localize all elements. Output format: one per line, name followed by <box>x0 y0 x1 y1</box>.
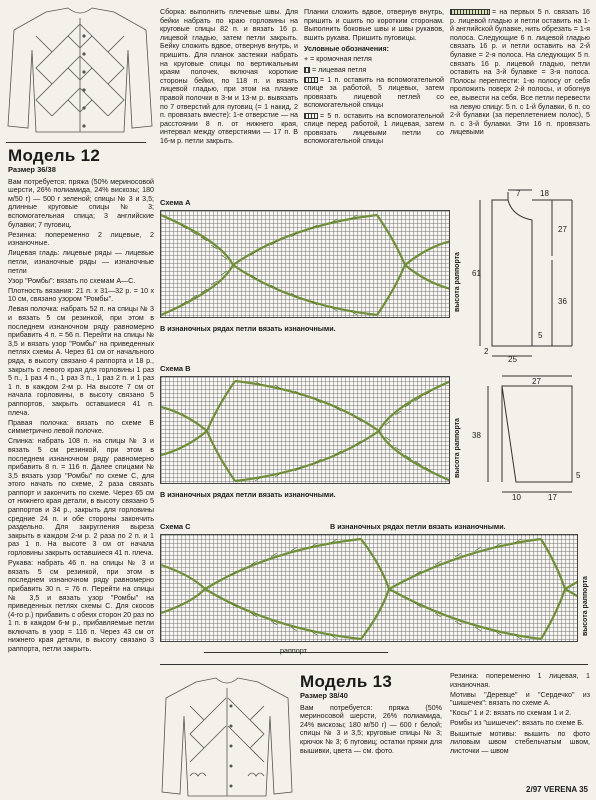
schema-a-grid <box>160 210 450 318</box>
legend-strip-column <box>450 8 590 138</box>
legend-strips: = на первых 5 п. связать 16 р. лицевой гладью и петли оставить на 1-й английской булавке, нить обрезать = 1-я полоса. Следующие 6 п. лицевой гладью связать 16 р. и петли оставить на 2-й булавке = 2-я полоса. На следующих 5 п. связать 16 р. лицевой гладью, петли оставить на 3-й булавке = 3-я полоса. Полосы переплести: 1-ю полосу от себя проложить поверх 2-й полосы, и обогнув ее, вывести на себя. Все петли перевести на левую спицу: 5 п. с 1-й булавки, 6 п. со 2-й булавки (за переплетением полос), 5 п. с 3-й булавки. Эти 16 п. провязать лицевыми <box>450 8 590 137</box>
schema-a-label: Схема А <box>160 198 191 207</box>
schema-b-grid <box>160 376 450 484</box>
assembly-cont-column <box>304 8 444 147</box>
schema-a-repeat-height: высота раппорта <box>454 252 461 312</box>
schema-c-note: В изнаночных рядах петли вязать изнаночными. <box>330 522 506 531</box>
model-13-column <box>300 672 442 757</box>
sleeve-diagram <box>472 372 590 502</box>
sleeve-w1: 27 <box>532 377 541 386</box>
model-12-title: Модель 12 <box>8 146 101 165</box>
schema-a-pattern <box>161 211 450 318</box>
rule-top <box>6 142 146 143</box>
sleeve-w2: 10 <box>512 493 521 502</box>
assembly-cont-text: Планки сложить вдвое, отвернув внутрь, пришить и сшить по коротким сторонам. Выполнить боковые швы и швы рукавов, вшить рукава. Пришить пуговицы. <box>304 8 444 42</box>
model-13-motifs2: "Косы" 1 и 2: вязать по схемам 1 и 2. <box>450 709 572 718</box>
legend-edge: + = кромочная петля <box>304 55 372 64</box>
density-text: Плотность вязания: 21 п. х 31—32 р. = 10 х 10 см, связано узором "Ромбы". <box>8 286 154 304</box>
model-13-motifs3: Ромбы из "шишечек": вязать по схеме Б. <box>450 719 584 728</box>
sleeve-h1: 38 <box>472 431 481 440</box>
model-12-size: Размер 36/38 <box>8 165 56 174</box>
assembly-column <box>160 8 298 147</box>
schema-b-label: Схема В <box>160 364 191 373</box>
front-w4: 25 <box>508 355 517 362</box>
front-w3: 2 <box>484 347 489 356</box>
strip-symbol <box>450 9 490 15</box>
model-13-materials: Вам потребуется: пряжа (50% мериносовой шерсти, 26% полиамида, 24% вискозы; 180 м/50 г) — 600 г белой; спицы № 3 и 3,5; круговые спицы № 3; крючок № 3; 6 пуговиц; остатки пряжи для вышивки, цвета — см. фото. <box>300 703 442 755</box>
front-h3: 36 <box>558 297 567 306</box>
model-13-title: Модель 13 <box>300 672 393 691</box>
stockinette-text: Лицевая гладь: лицевые ряды — лицевые петли, изнаночные ряды — изнаночные петли <box>8 249 154 275</box>
model-13-sketch <box>160 676 294 798</box>
pattern-text: Узор "Ромбы": вязать по схемам А—С. <box>8 276 136 285</box>
schema-c-repeat-height: высота раппорта <box>582 576 589 636</box>
model-13-motifs4: Вышитые мотивы: вышить по фото лиловым швом стебельчатым швом, листочки — швом <box>450 729 590 755</box>
schema-b-note: В изнаночных рядах петли вязать изнаночными. <box>160 490 336 499</box>
legend-knit: = лицевая петля <box>312 65 367 74</box>
legend-cross-right: = 1 п. оставить на вспомогательной спице за работой, 5 лицевых, затем провязать лицевой петлей со вспомогательной спицы <box>304 75 444 110</box>
model-13-rib: Резинка: попеременно 1 лицевая, 1 изнаночная. <box>450 672 590 689</box>
sleeve-hs: 5 <box>576 471 581 480</box>
schema-c-label: Схема С <box>160 522 191 531</box>
schema-b-pattern <box>161 377 450 484</box>
sleeves-text: Рукава: набрать 46 п. на спицы № 3 и вязать 5 см резинкой, при этом в последнем изнаночном ряду равномерно прибавить 30 п. = 76 п. Перейти на спицы № 3,5 и вязать узор "Ромбы" на приведенных петлях схемы С. Для скосов (4-го р.) прибавить с обеих сторон 20 раз по 1 п. в каждом 6-м р., прибавляемые петли включать в узор = 116 п. Через 43 см от нижнего края детали, в высоту связано 3 раппорта, петли закрыть. <box>8 559 154 654</box>
assembly-text: Сборка: выполнить плечевые швы. Для бейки набрать по краю горловины на круговые спицы 82 п. и вязать 16 р. лицевой гладью, затем петли закрыть. Бейку сложить вдвое, отвернув внутрь, и пришить. Для планок застежки набрать на круговые спицы по вертикальным краям полочек, включая короткие стороны бейки, по 118 п. и вязать лицевой гладью, при этом на планке правой полочки в 3-м и 13-м р. вывязать по 7 отверстий для пуговиц (= 1 накид, 2 п. провязать вместе): 1-е отверстие — на расстоянии 8 п. от нижнего края, интервал между отверстиями — 17 п. В 16-м р. петли закрыть. <box>160 8 298 145</box>
page-footer: 2/97 VERENA 35 <box>526 785 588 794</box>
back-text: Спинка: набрать 108 п. на спицы № 3 и вязать 5 см резинкой, при этом в последнем изнаночном ряду равномерно прибавить 8 п. = 116 п. Далее спицами № 3,5 вязать узор "Ромбы" по схеме С, для этого начать по схеме, 2 раза связать раппорт и закончить по схеме. Через 65 см от нижнего края детали, в высоту связано 5 раппортов и 34 р., закрыть для горловины средние 24 п. и обе стороны закончить раздельно. Для закругления выреза закрыть в каждом 2-м р. 2 раза по 2 п. и 1 раз 1 п. На высоте 3 см от начала горловины закрыть оставшиеся 41 п. плеча. <box>8 437 154 558</box>
rule-bottom <box>160 664 588 665</box>
cross-left-symbol <box>304 113 318 119</box>
schema-c-grid <box>160 534 578 642</box>
front-hs: 5 <box>538 331 543 340</box>
model-13-right-column <box>450 672 590 757</box>
rib-text: Резинка: попеременно 2 лицевые, 2 изнаночные. <box>8 230 154 248</box>
knit-symbol <box>304 67 310 73</box>
front-piece-diagram <box>472 186 590 362</box>
model-13-motifs1: Мотивы "Деревце" и "Сердечко" из "шишечек": вязать по схеме А. <box>450 690 590 708</box>
front-h1: 27 <box>558 225 567 234</box>
left-front-text: Левая полочка: набрать 52 п. на спицы № 3 и вязать 5 см резинкой, при этом в последнем изнаночном ряду равномерно прибавить 4 п. = 56 п. Перейти на спицы № 3,5 и вязать узор "Ромбы" на приведенных петлях схемы А. Через 61 см от начального ряда, в высоту связано 4 раппорта и 18 р., закрыть с левого края для горловины 1 раз 5 п., 1 раз 4 п., 1 раз 3 п., 1 раз 2 п. и 1 раз 1 п. в каждом 2-м р. На высоте 7 см от начала горловины, в высоту связано 5 раппортов, закрыть оставшиеся 41 п. плеча. <box>8 305 154 417</box>
schema-b-repeat-height: высота раппорта <box>454 418 461 478</box>
front-w2: 18 <box>540 189 549 198</box>
cross-right-symbol <box>304 77 318 83</box>
model-12-sketch <box>6 6 154 136</box>
legend-cross-left: = 5 п. оставить на вспомогательной спице перед работой, 1 лицевая, затем провязать лицевыми петли со вспомогательной спицы <box>304 111 444 146</box>
right-front-text: Правая полочка: вязать по схеме В симметрично левой полочке. <box>8 418 154 436</box>
model-13-size: Размер 38/40 <box>300 691 348 700</box>
front-h2: 61 <box>472 269 481 278</box>
front-w1: 7 <box>516 189 521 198</box>
schema-a-note: В изнаночных рядах петли вязать изнаночными. <box>160 324 336 333</box>
model-12-column <box>8 146 154 655</box>
materials-text: Вам потребуется: пряжа (50% мериносовой шерсти, 26% полиамида, 24% вискозы; 180 м/50 г) — 500 г зеленой; спицы № 3 и 3,5; длинные круговые спицы № 3; вспомогательная спица; 3 английские булавки; 7 пуговиц. <box>8 177 154 229</box>
schema-c-repeat: раппорт <box>280 646 307 655</box>
legend-title: Условные обозначения: <box>304 45 390 54</box>
sleeve-w3: 17 <box>548 493 557 502</box>
schema-c-pattern <box>161 535 578 642</box>
